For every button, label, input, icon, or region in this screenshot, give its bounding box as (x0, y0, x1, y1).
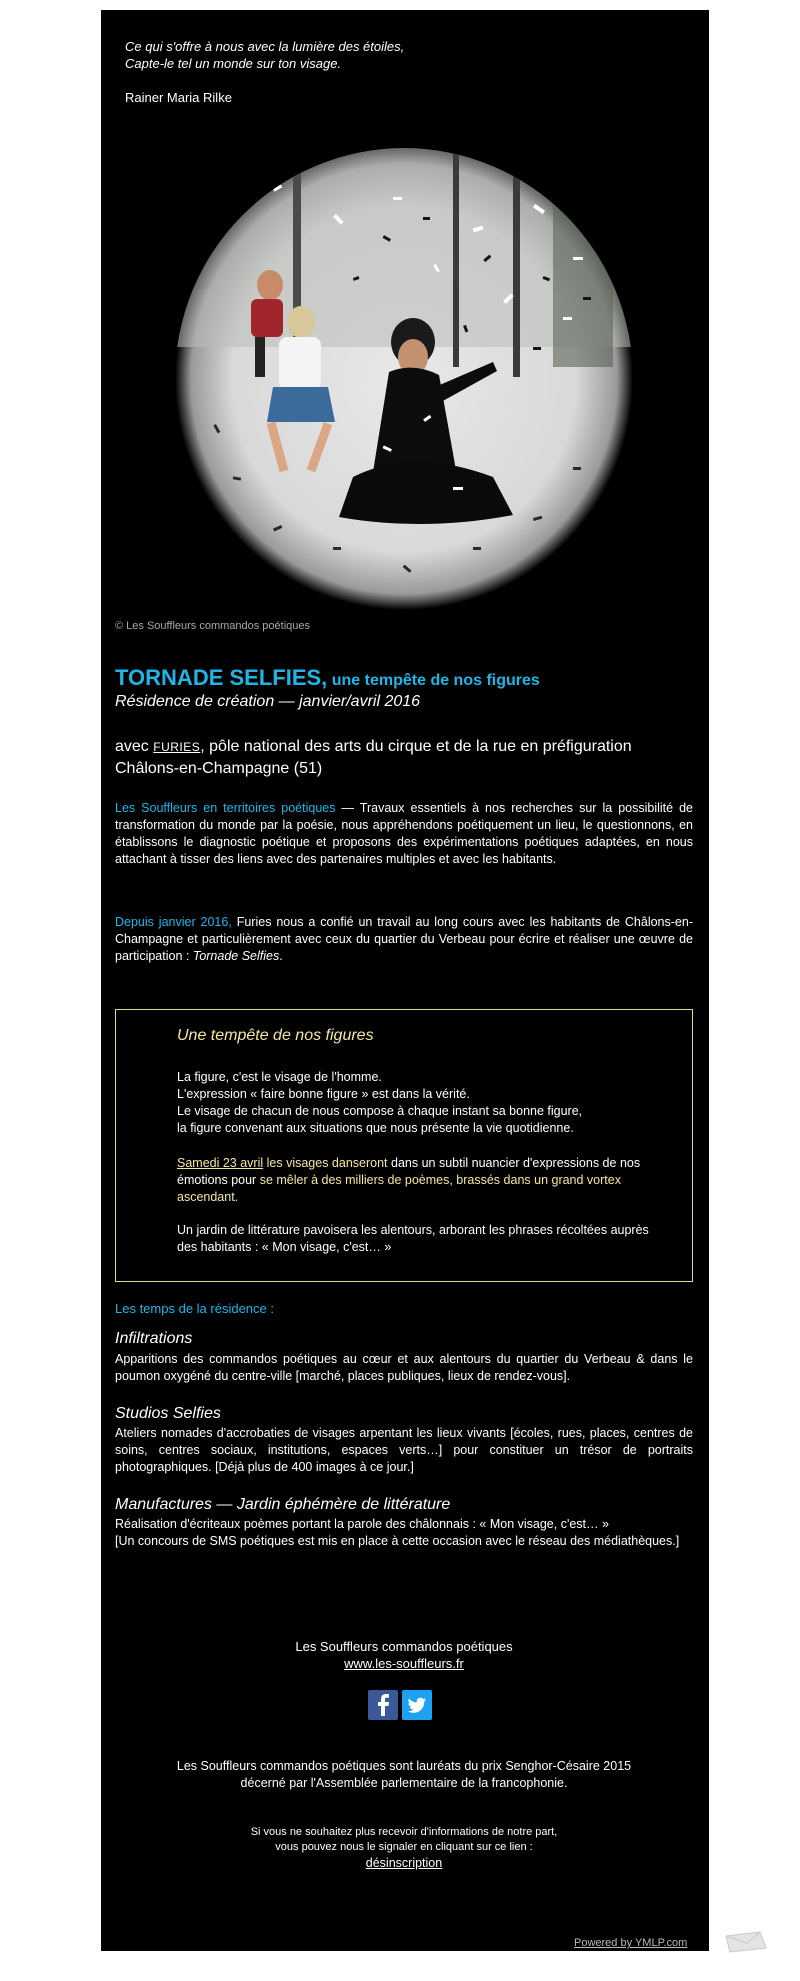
intro-paragraph-2 (115, 914, 693, 965)
powered-by-link[interactable]: Powered by YMLP.com (574, 1937, 688, 1949)
unsub-line-1: Si vous ne souhaitez plus recevoir d'informations de notre part, (250, 1826, 558, 1838)
box-p2-yellow-2: se mêler à des milliers de poèmes, brassés dans un grand vortex ascendant. (177, 1173, 621, 1204)
box-paragraph-2 (177, 1155, 667, 1206)
section-infiltrations-title: Infiltrations (115, 1330, 193, 1347)
section-studios-text: Ateliers nomades d'accrobaties de visages arpentant les lieux vivants [écoles, rues, places, centres de soins, centres sociaux, institutions, espaces verts…] pour constituer un trésor de portraits photographiques. [Déjà plus de 400 images à ce jour.] (115, 1426, 693, 1474)
manufactures-line-1: Réalisation d'écriteaux poèmes portant la parole des châlonnais : « Mon visage, c'est… » (115, 1517, 609, 1531)
award-line-2: décerné par l'Assemblée parlementaire de la francophonie. (240, 1776, 568, 1790)
manufactures-line-2: [Un concours de SMS poétiques est mis en place à cette occasion avec le réseau des médiathèques.] (115, 1534, 680, 1548)
title-sub: une tempête de nos figures (331, 672, 540, 689)
box-title: Une tempête de nos figures (177, 1027, 374, 1044)
box-line-3: Le visage de chacun de nous compose à chaque instant sa bonne figure, (177, 1104, 583, 1118)
intro-p2-italic: Tornade Selfies (192, 949, 280, 963)
unsubscribe-notice (115, 1825, 693, 1855)
quote-box (115, 1009, 693, 1282)
date-link[interactable]: Samedi 23 avril (177, 1156, 264, 1170)
intro-paragraph-1 (115, 800, 693, 868)
partner-city: Châlons-en-Champagne (51) (115, 760, 323, 777)
box-line-1: La figure, c'est le visage de l'homme. (177, 1070, 382, 1084)
box-line-2: L'expression « faire bonne figure » est dans la vérité. (177, 1087, 470, 1101)
circular-photo (173, 147, 635, 612)
partner-prefix: avec (115, 738, 149, 755)
unsub-line-2: vous pouvez nous le signaler en cliquant sur ce lien : (275, 1841, 533, 1853)
intro-p2-lead: Depuis janvier 2016, (115, 915, 232, 929)
envelope-icon (720, 1930, 772, 1954)
epigraph-author: Rainer Maria Rilke (125, 90, 232, 105)
box-paragraph-1 (177, 1069, 667, 1137)
box-line-4: la figure convenant aux situations que nous présente la vie quotidienne. (177, 1121, 574, 1135)
partner-block (115, 736, 693, 779)
section-manufactures-text (115, 1516, 693, 1550)
section-infiltrations-text: Apparitions des commandos poétiques au cœur et aux alentours du quartier du Verbeau & dans le poumon oxygéné du centre-ville [marché, places publiques, lieux de rendez-vous]. (115, 1352, 693, 1383)
schedule-heading: Les temps de la résidence : (115, 1301, 274, 1316)
partner-suffix: , pôle national des arts du cirque et de la rue en préfiguration (200, 738, 632, 755)
intro-p1-text: — Travaux essentiels à nos recherches sur la possibilité de transformation du monde par la poésie, nous appréhendons poétiquement un lieu, le questionnons, en établissons le diagnostic poétique et proposons des expérimentations poétiques adaptées, en nous attachant à tisser des liens avec des partenaires multiples et avec les habitants. (115, 801, 694, 866)
section-studios-title: Studios Selfies (115, 1405, 221, 1422)
newsletter-panel (101, 10, 709, 1951)
website-link[interactable]: www.les-souffleurs.fr (344, 1656, 464, 1671)
epigraph (125, 38, 404, 72)
intro-p1-lead: Les Souffleurs en territoires poétiques (115, 801, 336, 815)
unsubscribe-link[interactable]: désinscription (365, 1856, 443, 1870)
intro-p2-text: Furies nous a confié un travail au long cours avec les habitants de Châlons-en-Champagne et particulièrement avec ceux du quartier du Verbeau pour écrire et réaliser une œuvre de participation : (115, 915, 693, 963)
residence-subtitle: Résidence de création — janvier/avril 2016 (115, 693, 421, 710)
social-links (368, 1690, 438, 1720)
box-p2-yellow-1: les visages danseront (263, 1156, 388, 1170)
main-title (115, 665, 693, 691)
furies-link[interactable]: FURIES (153, 740, 201, 754)
footer-org-name: Les Souffleurs commandos poétiques (295, 1639, 513, 1654)
epigraph-line-1: Ce qui s'offre à nous avec la lumière des étoiles, (125, 39, 405, 54)
twitter-icon[interactable] (402, 1690, 432, 1720)
facebook-icon[interactable] (368, 1690, 398, 1720)
epigraph-line-2: Capte-le tel un monde sur ton visage. (125, 56, 342, 71)
title-main: TORNADE SELFIES, (115, 665, 328, 690)
box-paragraph-3: Un jardin de littérature pavoisera les alentours, arborant les phrases récoltées auprès des habitants : « Mon visage, c'est… » (177, 1223, 649, 1254)
section-manufactures-title: Manufactures — Jardin éphémère de littérature (115, 1496, 451, 1513)
award-line-1: Les Souffleurs commandos poétiques sont lauréats du prix Senghor-Césaire 2015 (176, 1759, 632, 1773)
box-p2-white-1: dans un subtil nuancier d'expressions de nos émotions pour (177, 1156, 641, 1187)
award-notice (115, 1758, 693, 1792)
intro-p2-end: . (279, 949, 283, 963)
photo-credit: © Les Souffleurs commandos poétiques (115, 620, 311, 632)
footer-org (115, 1638, 693, 1672)
